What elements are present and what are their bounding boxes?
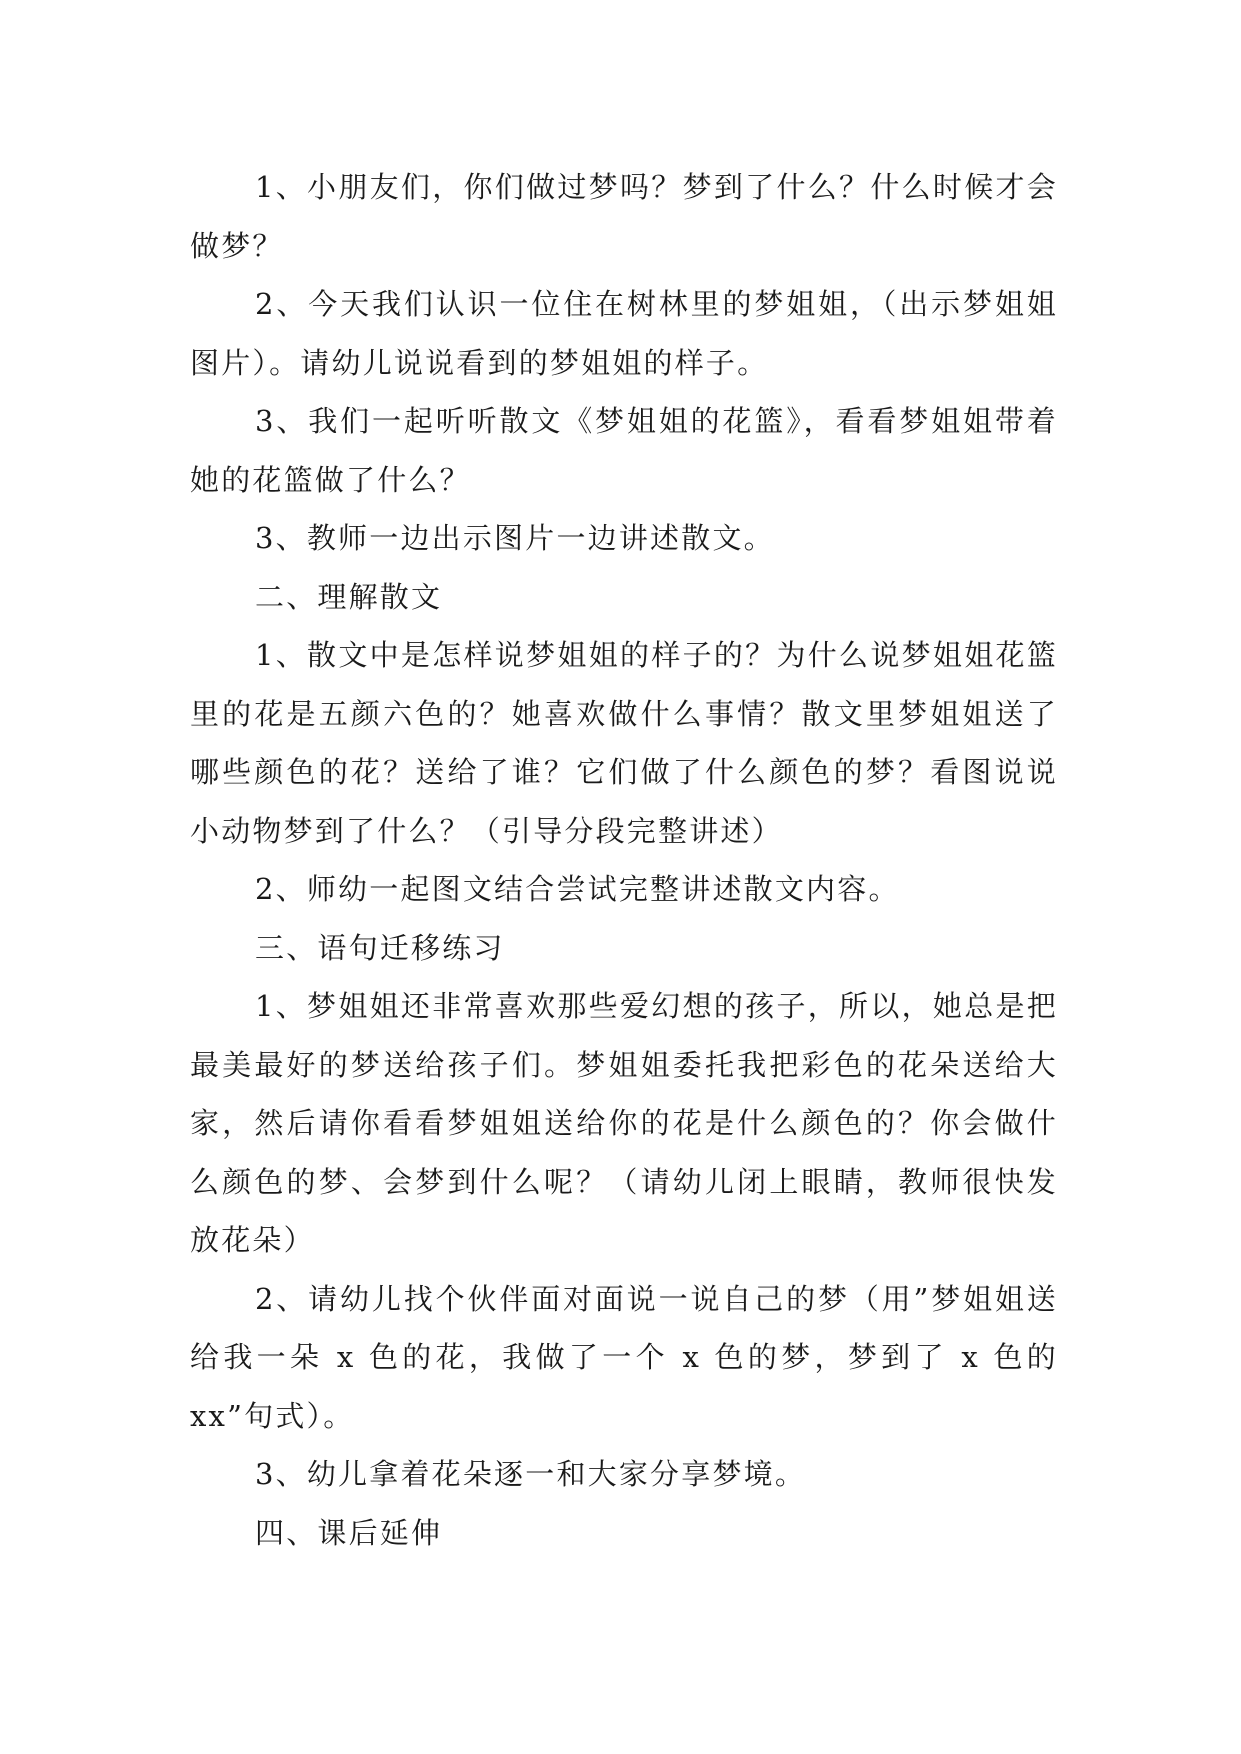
paragraph-flower-colors: 1、梦姐姐还非常喜欢那些爱幻想的孩子，所以，她总是把最美最好的梦送给孩子们。梦姐姐委托我把彩色的花朵送给大家，然后请你看看梦姐姐送给你的花是什么颜色的？你会做什么颜色的梦、会梦到什么呢？（请幼儿闭上眼睛，教师很快发放花朵）	[190, 989, 1058, 1257]
section-heading-extension: 四、课后延伸	[255, 1515, 443, 1550]
paragraph-question-dream: 1、小朋友们，你们做过梦吗？梦到了什么？什么时候才会做梦？	[190, 170, 1058, 263]
paragraph-partner-talk: 2、请幼儿找个伙伴面对面说一说自己的梦（用”梦姐姐送给我一朵 x 色的花，我做了一个 x 色的梦，梦到了 x 色的 xx”句式）。	[190, 1281, 1058, 1433]
paragraph-share-dreams: 3、幼儿拿着花朵逐一和大家分享梦境。	[255, 1457, 807, 1491]
section-heading-understand: 二、理解散文	[255, 579, 443, 614]
paragraph-teacher-narrates: 3、教师一边出示图片一边讲述散文。	[255, 521, 775, 555]
paragraph-retell-together: 2、师幼一起图文结合尝试完整讲述散文内容。	[255, 872, 900, 906]
paragraph-introduce-dream-sister: 2、今天我们认识一位住在树林里的梦姐姐，（出示梦姐姐图片）。请幼儿说说看到的梦姐姐的样子。	[190, 287, 1058, 380]
paragraph-listen-prose: 3、我们一起听听散文《梦姐姐的花篮》，看看梦姐姐带着她的花篮做了什么？	[190, 404, 1058, 497]
paragraph-understand-questions: 1、散文中是怎样说梦姐姐的样子的？为什么说梦姐姐花篮里的花是五颜六色的？她喜欢做什么事情？散文里梦姐姐送了哪些颜色的花？送给了谁？它们做了什么颜色的梦？看图说说小动物梦到了什么？（引导分段完整讲述）	[190, 638, 1058, 848]
section-heading-sentence-practice: 三、语句迁移练习	[255, 930, 505, 965]
document-page	[190, 158, 1058, 1562]
